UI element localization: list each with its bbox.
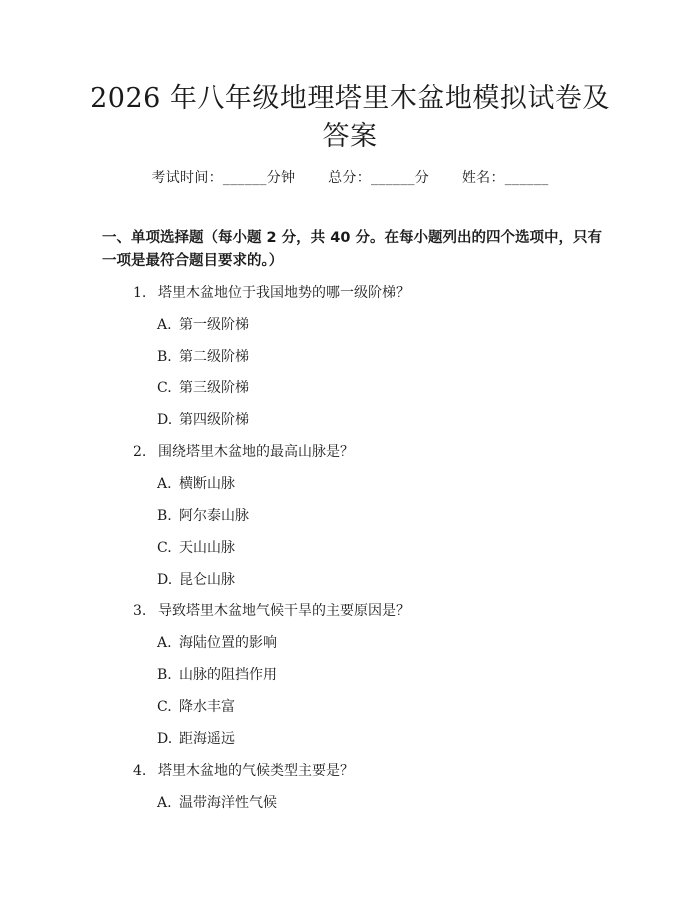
option-letter: C. (157, 699, 172, 715)
option (157, 632, 277, 652)
student-name: 姓名：______ (461, 170, 549, 186)
exam-total-score: 总分：______分 (328, 170, 430, 186)
exam-time: 考试时间：______分钟 (151, 170, 296, 186)
option (157, 569, 235, 589)
option-text: 阿尔泰山脉 (179, 508, 249, 524)
option-text: 第四级阶梯 (179, 412, 249, 428)
option-text: 横断山脉 (179, 476, 235, 492)
option-text: 海陆位置的影响 (179, 635, 277, 651)
section-heading: 一、单项选择题（每小题 2 分，共 40 分。在每小题列出的四个选项中，只有一项是最符合题目要求的。） (102, 230, 602, 269)
question (133, 600, 410, 620)
option (157, 346, 249, 366)
option (157, 537, 235, 557)
option-letter: D. (157, 572, 173, 588)
option-text: 昆仑山脉 (179, 572, 235, 588)
option (157, 314, 249, 334)
option (157, 377, 249, 397)
option-letter: A. (157, 317, 172, 333)
option-text: 降水丰富 (179, 699, 235, 715)
option (157, 728, 235, 748)
option-text: 第一级阶梯 (179, 317, 249, 333)
option (157, 696, 235, 716)
option (157, 473, 235, 493)
question-text: 塔里木盆地的气候类型主要是？ (158, 763, 354, 779)
option (157, 505, 249, 525)
option-text: 温带海洋性气候 (179, 795, 277, 811)
option-letter: C. (157, 380, 172, 396)
option (157, 792, 277, 812)
question-text: 围绕塔里木盆地的最高山脉是？ (158, 444, 354, 460)
option-text: 距海遥远 (179, 731, 235, 747)
option-letter: B. (157, 508, 172, 524)
option-letter: D. (157, 731, 173, 747)
option (157, 409, 249, 429)
option-text: 第二级阶梯 (179, 349, 249, 365)
option-letter: B. (157, 667, 172, 683)
question-text: 塔里木盆地位于我国地势的哪一级阶梯？ (158, 285, 410, 301)
option-letter: A. (157, 635, 172, 651)
question-number: 4. (133, 763, 147, 779)
option (157, 664, 277, 684)
option-text: 天山山脉 (179, 540, 235, 556)
option-letter: C. (157, 540, 172, 556)
question-number: 3. (133, 603, 147, 619)
question (133, 282, 410, 302)
option-letter: A. (157, 795, 172, 811)
question-text: 导致塔里木盆地气候干旱的主要原因是？ (158, 603, 410, 619)
option-letter: D. (157, 412, 173, 428)
option-letter: B. (157, 349, 172, 365)
question-number: 2. (133, 444, 147, 460)
page-title: 2026 年八年级地理塔里木盆地模拟试卷及答案 (90, 83, 610, 152)
question-number: 1. (133, 285, 147, 301)
question (133, 760, 354, 780)
exam-meta (0, 167, 700, 187)
option-letter: A. (157, 476, 172, 492)
question (133, 441, 354, 461)
option-text: 山脉的阻挡作用 (179, 667, 277, 683)
option-text: 第三级阶梯 (179, 380, 249, 396)
